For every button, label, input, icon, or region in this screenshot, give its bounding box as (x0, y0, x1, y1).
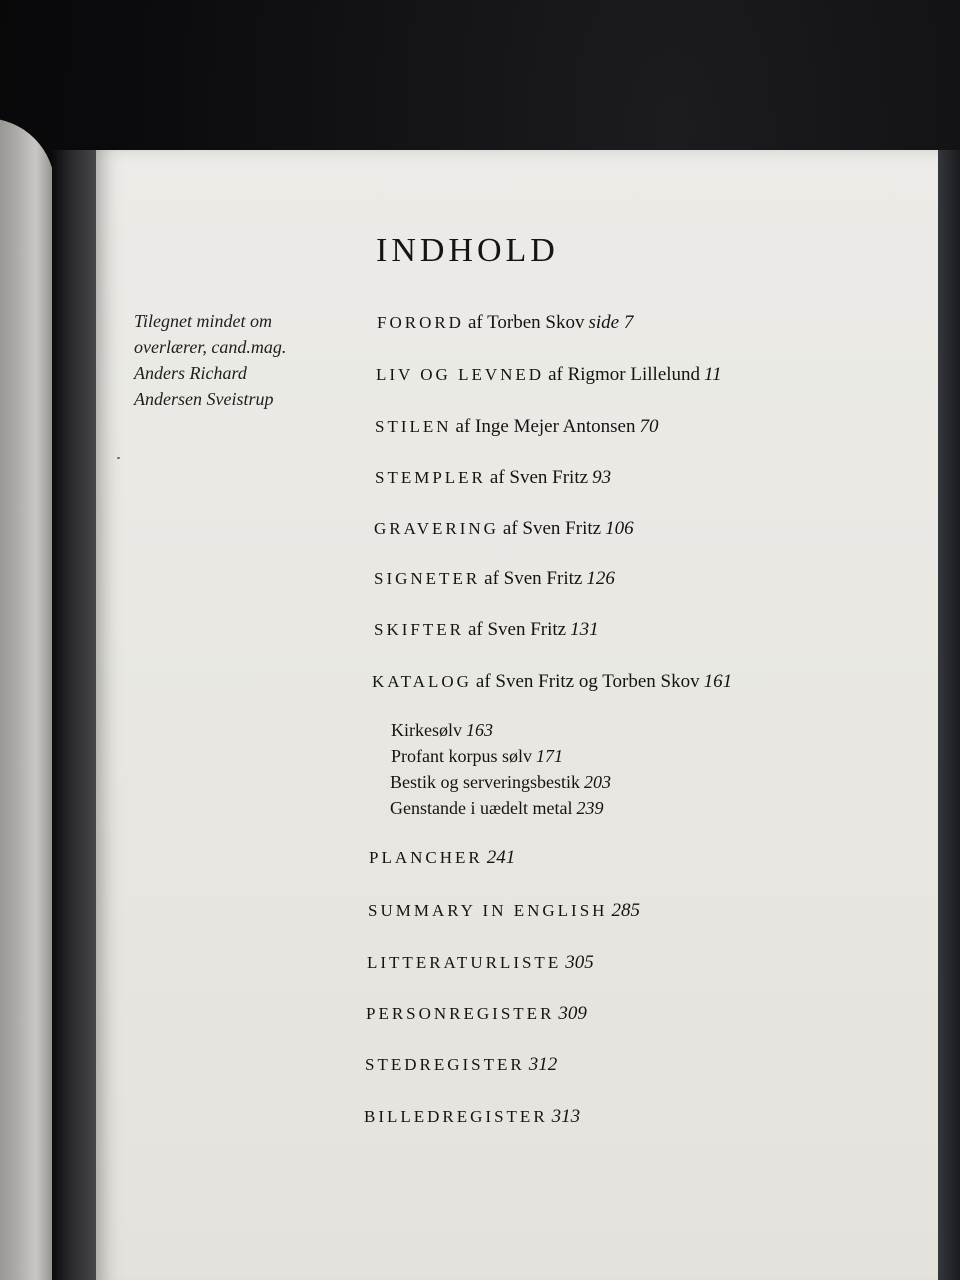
toc-entry (368, 900, 640, 922)
toc-page: side 7 (588, 312, 634, 333)
toc-section: PERSONREGISTER (366, 1004, 555, 1023)
toc-page: 305 (565, 952, 594, 973)
toc-page: 203 (583, 772, 611, 792)
toc-author: af Rigmor Lillelund (548, 364, 701, 385)
toc-page: 285 (611, 900, 640, 921)
toc-entry (375, 467, 611, 489)
toc-page: 93 (592, 467, 612, 488)
toc-section: FORORD (377, 313, 464, 332)
dedication-line: overlærer, cand.mag. (134, 337, 287, 357)
toc-entry (375, 416, 658, 438)
toc-entry (365, 1054, 557, 1076)
toc-page: 313 (551, 1106, 581, 1127)
toc-author: af Torben Skov (467, 312, 585, 333)
toc-sub-label: Bestik og serveringsbestik (390, 772, 580, 792)
toc-page: 11 (704, 364, 722, 385)
toc-sub-label: Kirkesølv (391, 720, 462, 740)
toc-section: BILLEDREGISTER (364, 1107, 548, 1126)
toc-section: KATALOG (372, 672, 472, 691)
toc-page: 161 (703, 671, 733, 692)
toc-section: SIGNETER (374, 569, 481, 588)
paper-speck (117, 457, 120, 459)
book-page (96, 150, 938, 1280)
toc-section: STEMPLER (375, 468, 486, 487)
book-cover-edge (935, 150, 960, 1280)
toc-sub-label: Genstande i uædelt metal (390, 798, 573, 818)
toc-page: 70 (639, 416, 659, 437)
toc-entry (364, 1106, 580, 1128)
toc-entry (376, 364, 722, 386)
toc-page: 131 (570, 619, 599, 640)
toc-sub-entry (390, 772, 611, 793)
toc-sub-entry (390, 798, 603, 819)
toc-section: PLANCHER (369, 848, 483, 867)
toc-author: af Inge Mejer Antonsen (455, 416, 636, 437)
dedication-line: Tilegnet mindet om (134, 311, 272, 331)
toc-entry (377, 312, 633, 334)
toc-entry (374, 568, 615, 590)
toc-section: STILEN (375, 417, 452, 436)
toc-entry (369, 847, 515, 869)
toc-author: af Sven Fritz (484, 568, 583, 589)
toc-entry (374, 518, 634, 540)
left-page-edge (0, 118, 55, 1280)
toc-author: af Sven Fritz og Torben Skov (475, 671, 700, 692)
toc-entry (366, 1003, 587, 1025)
page-title: INDHOLD (376, 232, 559, 269)
dedication-line: Andersen Sveistrup (134, 389, 274, 409)
toc-author: af Sven Fritz (502, 518, 602, 539)
toc-entry (374, 619, 599, 641)
toc-page: 171 (536, 746, 563, 766)
toc-section: GRAVERING (374, 519, 499, 538)
toc-sub-label: Profant korpus sølv (391, 746, 532, 766)
dedication-line: Anders Richard (134, 363, 247, 383)
toc-page: 163 (466, 720, 493, 740)
toc-page: 239 (576, 798, 604, 818)
toc-page: 309 (558, 1003, 587, 1024)
book-gutter (52, 150, 100, 1280)
toc-page: 241 (486, 847, 516, 868)
toc-author: af Sven Fritz (489, 467, 589, 488)
toc-author: af Sven Fritz (467, 619, 567, 640)
toc-section: SKIFTER (374, 620, 464, 639)
toc-section: SUMMARY IN ENGLISH (368, 901, 608, 920)
toc-sub-entry (391, 746, 563, 767)
toc-entry (372, 671, 732, 693)
toc-section: LITTERATURLISTE (367, 953, 562, 972)
toc-entry (367, 952, 594, 974)
toc-page: 126 (586, 568, 615, 589)
toc-sub-entry (391, 720, 493, 741)
dedication (134, 308, 286, 412)
toc-section: STEDREGISTER (365, 1055, 525, 1074)
toc-page: 106 (605, 518, 634, 539)
toc-section: LIV OG LEVNED (376, 365, 545, 384)
toc-page: 312 (528, 1054, 558, 1075)
